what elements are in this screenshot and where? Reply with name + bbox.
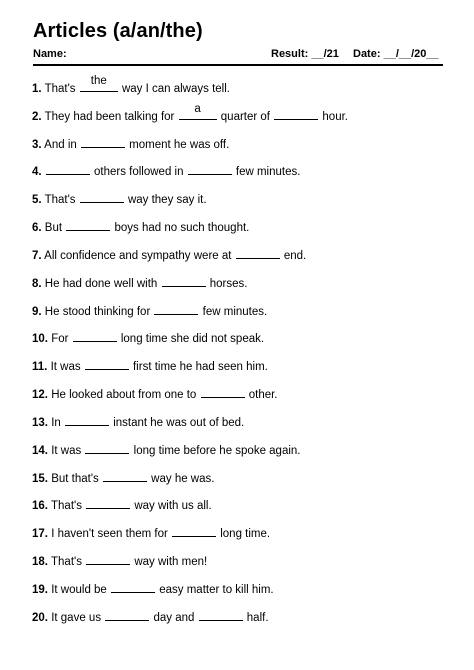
question-text: first time he had seen him. [129,361,268,374]
question-item [32,75,454,108]
question-text: I haven't seen them for [51,528,172,541]
question-item [32,414,454,442]
answer-blank[interactable] [274,108,318,120]
question-item [32,303,454,331]
question-number: 19. [32,583,48,596]
question-text: way he was. [147,472,215,485]
question-number: 1. [32,83,42,95]
answer-blank[interactable] [162,275,206,287]
answer-blank[interactable] [86,553,130,565]
question-number: 6. [32,222,42,235]
question-text: way they say it. [124,194,207,207]
question-text: In [51,416,64,429]
answer-blank[interactable] [65,414,109,426]
question-item [32,191,454,219]
worksheet-title: Articles (a/an/the) [33,20,203,42]
question-item [32,102,454,136]
date-label: Date: [353,48,381,60]
question-text: That's [44,194,79,207]
question-text: moment he was off. [125,138,230,151]
answer-blank[interactable] [201,386,245,398]
question-number: 18. [32,556,48,569]
question-text: They had been talking for [44,110,178,123]
question-item [32,442,454,470]
question-number: 2. [32,110,42,123]
question-number: 20. [32,611,48,624]
question-number: 14. [32,444,48,457]
question-text: few minutes. [232,166,301,179]
result-value: __/21 [311,48,339,60]
question-item [32,163,454,191]
question-item [32,247,454,275]
answer-blank[interactable] [199,609,243,621]
question-text: other. [245,389,278,402]
question-number: 17. [32,528,48,541]
answer-blank[interactable] [80,191,124,203]
answer-blank[interactable] [46,163,90,175]
question-item [32,386,454,414]
question-text: And in [44,138,80,151]
question-text: others followed in [90,166,187,179]
question-number: 9. [32,305,42,318]
question-text: half. [243,611,269,624]
question-text: day and [150,611,198,624]
question-text: He had done well with [44,277,161,290]
answer-blank[interactable] [86,497,130,509]
date-value: __/__/20__ [383,48,439,60]
question-text: long time she did not speak. [117,333,265,346]
question-item [32,136,454,164]
question-text: way I can always tell. [118,83,230,95]
header-divider [33,64,443,66]
question-number: 8. [32,277,42,290]
question-text: way with men! [131,556,208,569]
question-text: boys had no such thought. [111,222,250,235]
question-number: 15. [32,472,48,485]
answer-blank[interactable] [105,609,149,621]
question-list [32,75,454,637]
question-text: instant he was out of bed. [110,416,245,429]
question-text: few minutes. [199,305,268,318]
question-item [32,470,454,498]
question-item [32,497,454,525]
question-text: For [51,333,72,346]
answer-blank[interactable] [81,136,125,148]
answer-text: the [90,75,107,87]
date-field [353,48,439,60]
question-text: But that's [51,472,102,485]
question-number: 13. [32,416,48,429]
question-text: It was [51,444,85,457]
question-item [32,609,454,637]
question-text: quarter of [217,110,274,123]
question-number: 10. [32,333,48,346]
question-text: way with us all. [131,500,212,513]
question-number: 5. [32,194,42,207]
answer-text: a [194,102,201,115]
question-text: But [44,222,66,235]
question-item [32,581,454,609]
question-text: It would be [51,583,111,596]
question-text: That's [51,500,86,513]
question-text: horses. [206,277,248,290]
question-text: long time. [217,528,271,541]
question-item [32,275,454,303]
question-text: All confidence and sympathy were at [44,249,235,262]
answer-blank[interactable] [179,102,217,120]
question-number: 12. [32,389,48,402]
answer-blank[interactable] [80,75,118,92]
question-number: 11. [32,361,48,374]
answer-blank[interactable] [236,247,280,259]
question-text: That's [44,83,79,95]
question-text: It was [50,361,84,374]
result-field [271,48,339,60]
question-text: That's [51,556,86,569]
question-item [32,330,454,358]
question-text: end. [280,249,307,262]
question-text: hour. [319,110,348,123]
answer-blank[interactable] [172,525,216,537]
question-item [32,358,454,386]
result-label: Result: [271,48,309,60]
question-number: 4. [32,166,42,179]
question-text: easy matter to kill him. [156,583,274,596]
answer-blank[interactable] [66,219,110,231]
question-text: He looked about from one to [51,389,200,402]
question-text: It gave us [51,611,105,624]
answer-blank[interactable] [188,163,232,175]
question-number: 3. [32,138,42,151]
answer-blank[interactable] [154,303,198,315]
question-item [32,553,454,581]
answer-blank[interactable] [73,330,117,342]
question-number: 16. [32,500,48,513]
question-text: long time before he spoke again. [130,444,301,457]
question-item [32,525,454,553]
answer-blank[interactable] [111,581,155,593]
name-label: Name: [33,48,67,60]
question-number: 7. [32,249,42,262]
question-text: He stood thinking for [44,305,154,318]
answer-blank[interactable] [103,470,147,482]
answer-blank[interactable] [85,358,129,370]
question-item [32,219,454,247]
answer-blank[interactable] [85,442,129,454]
